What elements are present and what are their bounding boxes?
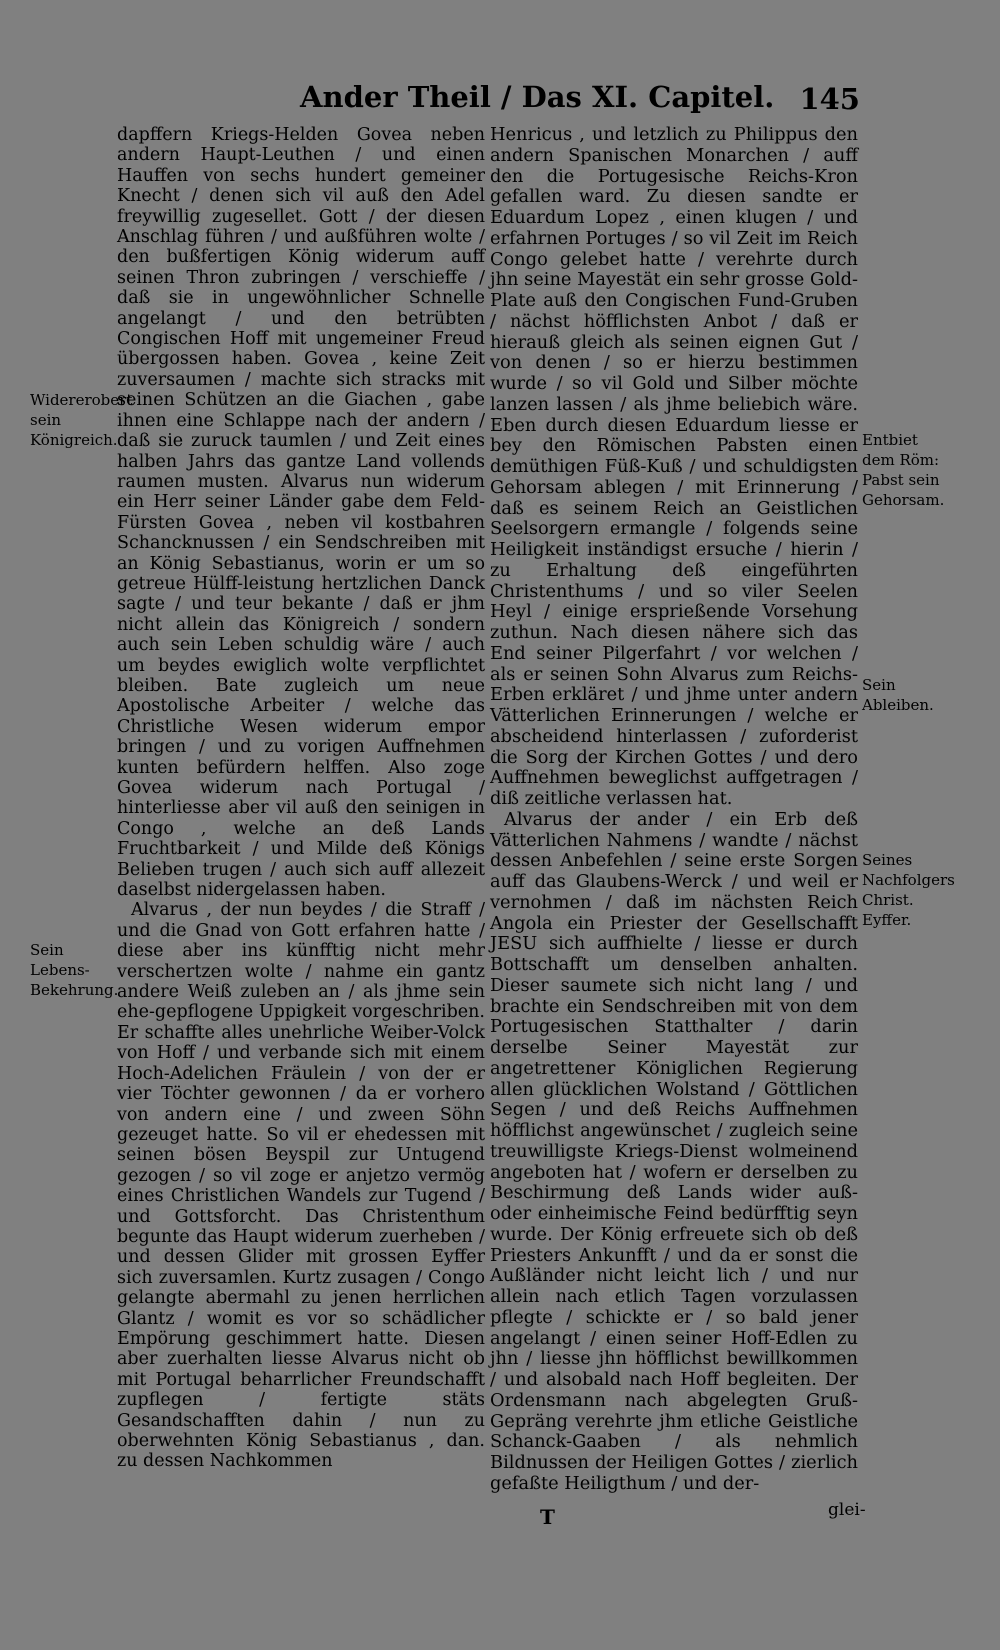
signature-mark: T: [540, 1505, 555, 1529]
right-text-column: [490, 125, 858, 1495]
margin-note-obedience: Entbiet dem Röm: Pabst sein Gehorsam.: [862, 431, 945, 509]
margin-note-conversion: Sein Lebens-Bekehrung.: [30, 941, 119, 999]
running-header: [300, 80, 860, 120]
running-title: Ander Theil / Das XI. Capitel.: [300, 80, 775, 114]
catchword: glei-: [828, 1500, 866, 1520]
right-paragraph: Alvarus der ander / ein Erb deß Vätterlichen Nahmens / wandte / nächst dessen Anbefehlen / seine erste Sorgen auff das Glaubens-Werck / und weil er vernohmen / daß im nächsten Reich Angola ein Priester der Gesellschafft JESU sich auffhielte / liesse er durch Bottschafft um denselben anhalten. Dieser saumete sich nicht lang / und brachte ein Sendschreiben mit von dem Portugesischen Statthalter / darin derselbe Seiner Mayestät zur angetrettener Königlichen Regierung allen glücklichen Wolstand / Göttlichen Segen / und deß Reichs Auffnehmen höfflichst angewünschet / zugleich seine treuwilligste Kriegs-Dienst wolmeinend angeboten hat / wofern er derselben zu Beschirmung deß Lands wider auß- oder einheimische Feind bedürfftig seyn wurde. Der König erfreuete sich ob deß Priesters Ankunfft / und da er sonst die Außländer nicht leicht lich / und nur allein nach etlich Tagen vorzulassen pflegte / schickte er / so bald jener angelangt / einen seiner Hoff-Edlen zu jhn / liesse jhn höfflichst bewillkommen / und alsobald nach Hoff begleiten. Der Ordensmann nach abgelegten Gruß-Gepräng verehrte jhm etliche Geistliche Schanck-Gaaben / als nehmlich Bildnussen der Heiligen Gottes / zierlich gefaßte Heiligthum / und der-: [490, 808, 858, 1494]
left-paragraph: Alvarus , der nun beydes / die Straff / und die Gnad von Gott erfahren hatte / diese aber ins künfftig nicht mehr verschertzen wolte / nahme ein gantz andere Weiß zuleben an / als jhme sein ehe-gepflogene Uppigkeit vorgeschriben. Er schaffte alles unehrliche Weiber-Volck von Hoff / und verbande sich mit einem Hoch-Adelichen Fräulein / von der er vier Töchter gewonnen / da er vorhero von andern eine / und zween Söhn gezeuget hatte. So vil er ehedessen mit seinen bösen Beyspil zur Untugend gezogen / so vil zoge er anjetzo vermög eines Christlichen Wandels zur Tugend / und Gottsforcht. Das Christenthum begunte das Haupt widerum zuerheben / und dessen Glider mit grossen Eyffer sich zuversamlen. Kurtz zusagen / Congo gelangte abermahl zu jenen herrlichen Glantz / womit es vor so schädlicher Empörung geschimmert hatte. Diesen aber zuerhalten liesse Alvarus nicht ob mit Portugal beharrlicher Freundschafft zupflegen / fertigte stäts Gesandschafften dahin / nun zu oberwehnten König Sebastianus , dan. zu dessen Nachkommen: [117, 900, 485, 1472]
right-paragraph: Henricus , und letzlich zu Philippus den andern Spanischen Monarchen / auff den die Portugesische Reichs-Kron gefallen ward. Zu diesen sandte er Eduardum Lopez , einen klugen / und erfahrnen Portuges / so vil Zeit im Reich Congo gelebet hatte / verehrte durch jhn seine Mayestät ein sehr grosse Gold-Plate auß den Congischen Fund-Gruben / nächst höfflichsten Anbot / daß er hierauß gleich als seinen eignen Gut / von denen / so er hierzu bestimmen wurde / so vil Gold und Silber möchte lanzen lassen / als jhme beliebich wäre. Eben durch diesen Eduardum liesse er bey den Römischen Pabsten einen demüthigen Füß-Kuß / und schuldigsten Gehorsam ablegen / mit Erinnerung / daß es seinem Reich an Geistlichen Seelsorgern ermangle / folgends seine Heiligkeit inständigst ersuche / hierin / zu Erhaltung deß eingeführten Christenthums / und so viler Seelen Heyl / einige ersprießende Vorsehung zuthun. Nach diesen nähere sich das End seiner Pilgerfahrt / vor welchen / als er seinen Sohn Alvarus zum Reichs-Erben erkläret / und jhme unter andern Vätterlichen Erinnerungen / welche er abscheidend hinterlassen / zuforderist die Sorg der Kirchen Gottes / und dero Auffnehmen beweglichst auffgetragen / diß zeitliche verlassen hat.: [490, 124, 858, 809]
left-text-column: [117, 125, 485, 1472]
margin-note-successor-zeal: Seines Nachfolgers Christ. Eyffer.: [862, 851, 955, 929]
left-paragraph: dapffern Kriegs-Helden Govea neben andern Haupt-Leuthen / und einen Hauffen von sechs hundert gemeiner Knecht / denen sich vil auß den Adel freywillig zugesellet. Gott / der diesen Anschlag führen / und außführen wolte / den bußfertigen König widerum auff seinen Thron zubringen / verschieffe / daß sie in ungewöhnlicher Schnelle angelangt / und den betrübten Congischen Hoff mit ungemeiner Freud übergossen haben. Govea , keine Zeit zuversaumen / machte sich stracks mit seinen Schützen an die Giachen , gabe ihnen eine Schlappe nach der andern / daß sie zuruck taumlen / und Zeit eines halben Jahrs das gantze Land vollends raumen musten. Alvarus nun widerum ein Herr seiner Länder gabe dem Feld-Fürsten Govea , neben vil kostbahren Schancknussen / ein Sendschreiben mit an König Sebastianus, worin er um so getreue Hülff-leistung hertzlichen Danck sagte / und teur bekante / daß er jhm nicht allein das Königreich / sondern auch sein Leben schuldig wäre / auch um beydes ewiglich wolte verpflichtet bleiben. Bate zugleich um neue Apostolische Arbeiter / welche das Christliche Wesen widerum empor bringen / und zu vorigen Auffnehmen kunten befürdern helffen. Also zoge Govea widerum nach Portugal / hinterliesse aber vil auß den seinigen in Congo , welche an deß Lands Fruchtbarkeit / und Milde deß Königs Belieben trugen / auch sich auff allezeit daselbst nidergelassen haben.: [117, 125, 485, 901]
margin-note-death: Sein Ableiben.: [862, 676, 934, 714]
margin-note-reconquest: Widererobert sein Königreich.: [30, 391, 133, 449]
page-number: 145: [799, 82, 860, 116]
